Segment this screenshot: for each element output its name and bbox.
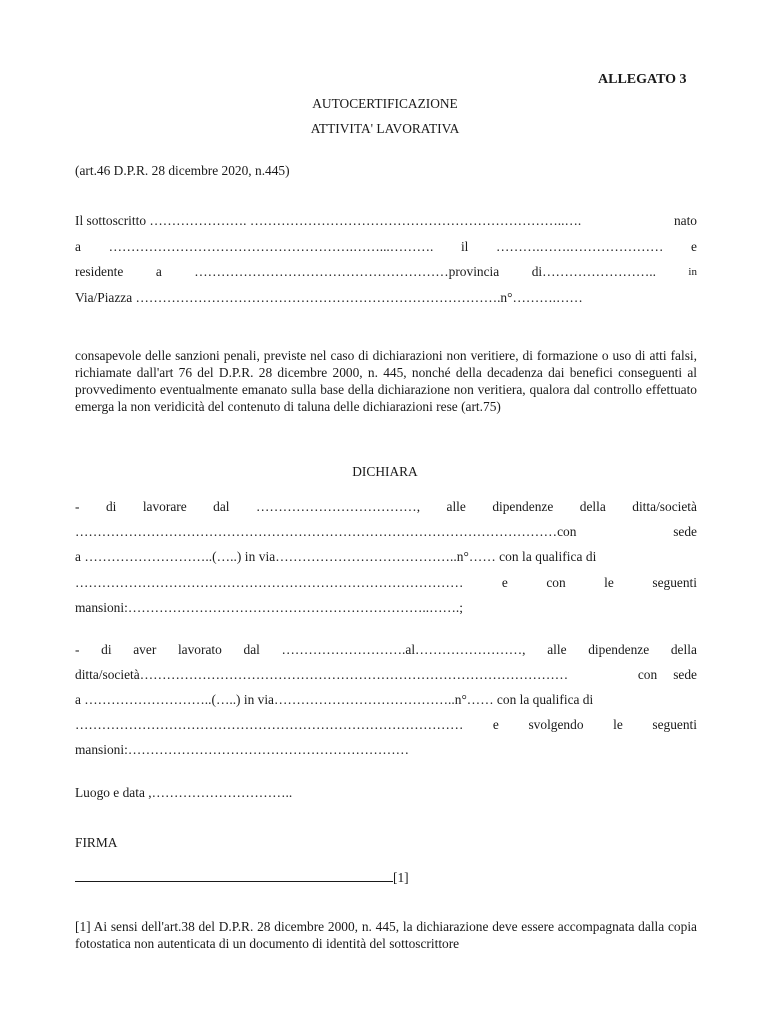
section1-word: della xyxy=(579,499,606,514)
section1-word: dipendenze xyxy=(492,499,554,514)
section1-date-field: ………………………………, xyxy=(256,499,421,514)
section2-line-2 xyxy=(75,667,697,683)
allegato-label: ALLEGATO 3 xyxy=(598,72,687,87)
section2-word: aver xyxy=(133,642,157,657)
section1-word: di xyxy=(105,499,117,514)
section2-company-field: ditta/società…………………………………………………………………………………… xyxy=(75,667,569,682)
section2-word: con xyxy=(637,667,658,682)
section1-word: - xyxy=(75,499,80,514)
identity-line-3 xyxy=(75,264,697,280)
identity-provincia-field: di…………………….. xyxy=(531,264,656,279)
section2-word: lavorato xyxy=(177,642,222,657)
section1-word: alle xyxy=(446,499,466,514)
firma-label: FIRMA xyxy=(75,835,118,850)
section2-word: e xyxy=(492,717,499,732)
section2-word: seguenti xyxy=(652,717,697,732)
section2-qualifica-field: …………………………………………………………………………… xyxy=(75,717,464,732)
identity-residence-field: …………………………………………………provincia xyxy=(194,264,500,279)
legal-reference: (art.46 D.P.R. 28 dicembre 2020, n.445) xyxy=(75,163,290,178)
identity-nato-label: nato xyxy=(673,213,697,228)
identity-birthdate-field: ……….…….………………… xyxy=(496,239,664,254)
section2-word: - xyxy=(75,642,80,657)
identity-a-label: a xyxy=(75,239,81,254)
section2-mansioni: mansioni:……………………………………………………… xyxy=(75,742,410,757)
section1-word: sede xyxy=(673,524,697,539)
section2-word: di xyxy=(101,642,112,657)
section1-word: ditta/società xyxy=(632,499,697,514)
section2-word: alle xyxy=(547,642,567,657)
section1-line-4 xyxy=(75,575,697,591)
signature-rule xyxy=(75,869,393,882)
section2-word: dipendenze xyxy=(588,642,650,657)
identity-birthplace-field: ……………………………………………….……...………. xyxy=(108,239,434,254)
footnote: [1] Ai sensi dell'art.38 del D.P.R. 28 dicembre 2000, n. 445, la dichiarazione deve essere accompagnata dalla copia fotostatica non autenticata di un documento di identità del sottoscrittore xyxy=(75,919,697,951)
section1-word: e xyxy=(501,575,508,590)
section1-word: con xyxy=(546,575,566,590)
identity-il-label: il xyxy=(460,239,469,254)
section2-word: della xyxy=(670,642,697,657)
dichiara-heading: DICHIARA xyxy=(352,464,418,479)
section1-line-3: a ………………………..(…..) in via…………………………………..n°…… con la qualifica di xyxy=(75,549,597,564)
consapevole-paragraph: consapevole delle sanzioni penali, previste nel caso di dichiarazioni non veritiere, di formazione o uso di atti falsi, richiamate dall'art 76 del D.P.R. 28 dicembre 2000, n. 445, nonché della decadenza dai benefici conseguenti al provvedimento eventualmente emanato sulla base della dichiarazione non veritiera, qualora dal controllo effettuato emerga la non veridicità del contenuto di taluna delle dichiarazioni rese (art.75) xyxy=(75,348,697,414)
section1-qualifica-field: …………………………………………………………………………… xyxy=(75,575,464,590)
section2-line-1 xyxy=(75,642,697,658)
section1-word: le xyxy=(604,575,614,590)
section1-word: seguenti xyxy=(652,575,697,590)
title-autocertificazione: AUTOCERTIFICAZIONE xyxy=(312,96,458,111)
identity-in-label: in xyxy=(688,266,697,278)
identity-line-2 xyxy=(75,239,697,255)
identity-line-1 xyxy=(75,213,697,229)
luogo-data-field: Luogo e data ,………………………….. xyxy=(75,785,293,800)
section1-word: lavorare xyxy=(142,499,187,514)
section1-line-1 xyxy=(75,499,697,515)
section2-word: dal xyxy=(243,642,260,657)
identity-line-4: Via/Piazza ……………………………………………………………………….n°……….…… xyxy=(75,290,583,305)
signature-footnote-ref: [1] xyxy=(393,870,409,885)
signature-line xyxy=(75,869,409,886)
title-attivita-lavorativa: ATTIVITA' LAVORATIVA xyxy=(310,121,460,136)
section2-period-field: ……………………….al……………………, xyxy=(281,642,526,657)
identity-name-field: Il sottoscritto …………………. ……………………………………………………………..…. xyxy=(75,213,582,228)
section1-company-field: ………………………………………………………………………………………………con xyxy=(75,524,577,539)
section2-word: svolgendo xyxy=(528,717,584,732)
section2-word: sede xyxy=(673,667,697,682)
section2-word: le xyxy=(613,717,623,732)
section1-word: dal xyxy=(213,499,230,514)
identity-residente-label: residente xyxy=(75,264,124,279)
section2-line-3: a ………………………..(…..) in via…………………………………..n°…… con la qualifica di xyxy=(75,692,594,707)
section1-line-2 xyxy=(75,524,697,540)
identity-e-label: e xyxy=(691,239,697,254)
section2-line-4 xyxy=(75,717,697,733)
section1-mansioni: mansioni:…………………………………………………………..…….; xyxy=(75,600,463,615)
identity-a2-label: a xyxy=(155,264,162,279)
